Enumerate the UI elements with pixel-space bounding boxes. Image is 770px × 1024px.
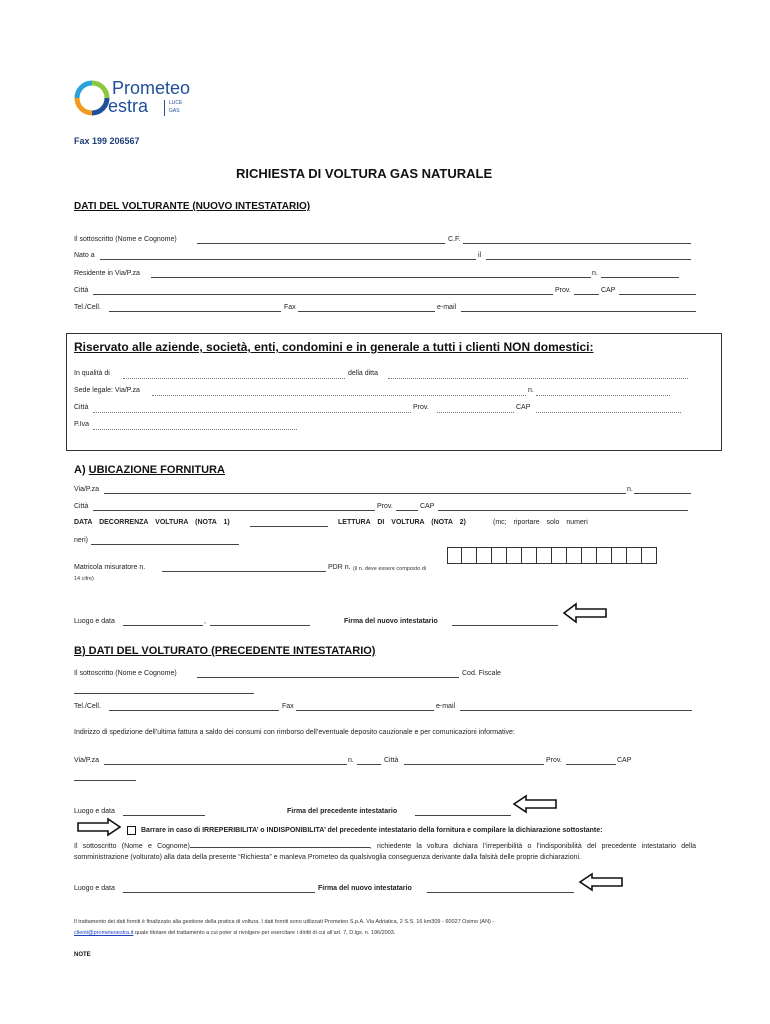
field-b-prov[interactable]: [566, 764, 616, 765]
field-piva[interactable]: [93, 429, 297, 430]
section-a-prefix: A): [74, 464, 89, 476]
label-b-fax: Fax: [282, 703, 294, 710]
label-b-citta: Città: [384, 757, 399, 764]
field-firma-prec[interactable]: [415, 815, 511, 816]
field-a-luogo[interactable]: [123, 625, 203, 626]
pdr-cell[interactable]: [507, 547, 522, 564]
field-a-cap[interactable]: [438, 510, 688, 511]
privacy-email-link[interactable]: clienti@prometeoestra.it: [74, 930, 134, 936]
privacy-line-1: Il trattamento dei dati forniti è finalizzato alla gestione della pratica di voltura. I dati forniti sono utilizzati Prometeo S.p.A. Via Adriatica, 2 S.S. 16 km309 - 60027 Osimo (AN) -: [74, 919, 495, 925]
label-b-cap: CAP: [617, 757, 632, 764]
pdr-note: (il n. deve essere composto di: [353, 566, 427, 572]
label-il: il: [478, 252, 482, 259]
label-decorrenza: DATA DECORRENZA VOLTURA (NOTA 1): [74, 519, 230, 526]
label-b-n: n.: [348, 757, 354, 764]
label-b-cf: Cod. Fiscale: [462, 670, 501, 677]
field-lettura[interactable]: [91, 544, 239, 545]
label-b-email: e-mail: [436, 703, 456, 710]
label-residente: Residente in Via/P.za: [74, 270, 140, 277]
field-qualita[interactable]: [123, 378, 345, 379]
field-a-firma[interactable]: [452, 625, 558, 626]
irreperibilita-checkbox[interactable]: [127, 826, 136, 835]
field-a-data[interactable]: [210, 625, 310, 626]
field-dich-nome[interactable]: [190, 840, 370, 848]
pdr-cell[interactable]: [597, 547, 612, 564]
label-b-tel: Tel./Cell.: [74, 703, 101, 710]
label-mc: (mc; riportare solo numeri: [493, 519, 588, 526]
logo-divider: [164, 100, 165, 116]
pdr-cells[interactable]: [447, 547, 657, 564]
field-sede-civico[interactable]: [536, 395, 670, 396]
field-b-civico[interactable]: [357, 764, 381, 765]
pdr-cell[interactable]: [567, 547, 582, 564]
label-indirizzo: Indirizzo di spedizione dell’ultima fattura a saldo dei consumi con rimborso dell’eventuale deposito cauzionale e per comunicazioni informative:: [74, 729, 515, 736]
arrow-left-icon: [562, 602, 608, 624]
field-matricola[interactable]: [162, 571, 326, 572]
field-b-via[interactable]: [104, 764, 347, 765]
label-sottoscritto: Il sottoscritto (Nome e Cognome): [74, 236, 177, 243]
field-firma-nuovo[interactable]: [427, 892, 574, 893]
pdr-cell[interactable]: [627, 547, 642, 564]
field-data-nascita[interactable]: [486, 259, 691, 260]
label-pdr: PDR n.: [328, 564, 351, 571]
label-email: e-mail: [437, 304, 457, 311]
label-b-luogo: Luogo e data: [74, 808, 115, 815]
field-b-cap[interactable]: [74, 780, 136, 781]
logo-brand-bottom: estra: [108, 96, 149, 116]
field-b-tel[interactable]: [109, 710, 279, 711]
pdr-cell[interactable]: [552, 547, 567, 564]
volturante-heading: DATI DEL VOLTURANTE (NUOVO INTESTATARIO): [74, 201, 311, 212]
label-lettura: LETTURA DI VOLTURA (NOTA 2): [338, 519, 466, 526]
label-sede: Sede legale: Via/P.za: [74, 387, 140, 394]
label-b-prov: Prov.: [546, 757, 562, 764]
arrow-left-icon: [512, 794, 558, 814]
privacy-line-2: [74, 930, 395, 936]
label-prov: Prov.: [555, 287, 571, 294]
field-sede-cap[interactable]: [536, 412, 681, 413]
field-sede-citta[interactable]: [93, 412, 411, 413]
field-cf[interactable]: [463, 243, 691, 244]
label-a-firma: Firma del nuovo intestatario: [344, 618, 438, 625]
label-neri: neri): [74, 537, 89, 544]
pdr-cell[interactable]: [447, 547, 462, 564]
field-b-citta[interactable]: [404, 764, 544, 765]
label-a-luogo: Luogo e data: [74, 618, 115, 625]
label-firma-prec: Firma del precedente intestatario: [287, 808, 398, 815]
field-decorrenza[interactable]: [250, 526, 328, 527]
field-sede-prov[interactable]: [437, 412, 514, 413]
field-b-fax[interactable]: [296, 710, 434, 711]
field-a-prov[interactable]: [396, 510, 418, 511]
field-sede[interactable]: [152, 395, 526, 396]
label-qualita: In qualità di: [74, 370, 110, 377]
pdr-cell[interactable]: [537, 547, 552, 564]
label-matricola: Matricola misuratore n.: [74, 564, 146, 571]
section-a-title: UBICAZIONE FORNITURA: [88, 464, 225, 476]
field-luogo-2[interactable]: [123, 892, 315, 893]
privacy-line-2-text: quale titolare del trattamento a cui poter si rivolgere per esercitare i diritti di cui all’art. 7, D.lgs. n. 196/2003.: [133, 930, 396, 936]
pdr-cell[interactable]: [522, 547, 537, 564]
label-tel: Tel./Cell.: [74, 304, 101, 311]
logo-brand-top: Prometeo: [112, 78, 191, 98]
dich-part-2: , richiedente la voltura dichiara l’irreperibilità o l’indisponibilità del precedente intestatario della somministrazione (volturato) alla data della presente “Richiesta” e manleva Prometeo da qualsivoglia conseguenza derivante dalla falsità delle proprie dichiarazioni.: [74, 843, 697, 861]
section-b-heading: B) DATI DEL VOLTURATO (PRECEDENTE INTESTATARIO): [74, 645, 376, 657]
field-nome-cognome[interactable]: [197, 243, 445, 244]
fax-number: Fax 199 206567: [74, 136, 140, 146]
section-a-heading: [74, 464, 225, 476]
field-b-email[interactable]: [460, 710, 692, 711]
riservato-heading: Riservato alle aziende, società, enti, condomini e in generale a tutti i clienti NON domestici:: [74, 340, 594, 354]
field-b-luogo[interactable]: [123, 815, 205, 816]
label-a-n: n.: [627, 486, 633, 493]
label-b-sottoscritto: Il sottoscritto (Nome e Cognome): [74, 670, 177, 677]
dichiarazione-text: [74, 840, 696, 863]
label-sede-citta: Città: [74, 404, 89, 411]
label-sede-n: n.: [528, 387, 534, 394]
pdr-cell[interactable]: [612, 547, 627, 564]
label-a-via: Via/P.za: [74, 486, 100, 493]
label-citta: Città: [74, 287, 89, 294]
label-ditta: della ditta: [348, 370, 378, 377]
field-a-citta[interactable]: [93, 510, 375, 511]
logo-ring-icon: [74, 80, 110, 116]
label-a-citta: Città: [74, 503, 89, 510]
page-title: RICHIESTA DI VOLTURA GAS NATURALE: [236, 166, 493, 181]
field-b-cf[interactable]: [74, 693, 254, 694]
label-nato: Nato a: [74, 252, 95, 259]
pdr-cell[interactable]: [492, 547, 507, 564]
field-tel[interactable]: [109, 311, 281, 312]
pdr-cell[interactable]: [642, 547, 657, 564]
label-cap: CAP: [601, 287, 616, 294]
pdr-cell[interactable]: [582, 547, 597, 564]
arrow-right-icon: [76, 817, 122, 837]
label-piva: P.Iva: [74, 421, 90, 428]
label-fax: Fax: [284, 304, 296, 311]
label-sede-prov: Prov.: [413, 404, 429, 411]
label-b-via: Via/P.za: [74, 757, 100, 764]
label-cf: C.F.: [448, 236, 461, 243]
dich-part-1: Il sottoscritto (Nome e Cognome): [74, 843, 190, 850]
label-firma-nuovo: Firma del nuovo intestatario: [318, 885, 412, 892]
field-fax[interactable]: [298, 311, 435, 312]
field-a-civico[interactable]: [634, 493, 691, 494]
field-b-nome[interactable]: [197, 677, 459, 678]
label-n: n.: [592, 270, 598, 277]
label-sede-cap: CAP: [516, 404, 531, 411]
label-a-prov: Prov.: [377, 503, 393, 510]
field-ditta[interactable]: [388, 378, 688, 379]
label-a-cap: CAP: [420, 503, 435, 510]
note-label: NOTE: [74, 952, 91, 958]
luogo-comma: ,: [204, 618, 206, 625]
field-cap[interactable]: [619, 294, 696, 295]
label-luogo-2: Luogo e data: [74, 885, 115, 892]
field-residente[interactable]: [151, 277, 591, 278]
pdr-cell[interactable]: [477, 547, 492, 564]
pdr-cell[interactable]: [462, 547, 477, 564]
logo-sub-gas: GAS: [169, 108, 180, 114]
field-nato[interactable]: [100, 259, 476, 260]
field-civico[interactable]: [601, 277, 679, 278]
field-citta[interactable]: [93, 294, 553, 295]
company-logo: [74, 78, 214, 118]
arrow-left-icon: [578, 872, 624, 892]
logo-sub-luce: LUCE: [169, 100, 183, 106]
label-barrare: Barrare in caso di IRREPERIBILITA’ o INDISPONIBILITA’ del precedente intestatario della fornitura e compilare la dichiarazione sottostante:: [141, 827, 603, 834]
field-a-via[interactable]: [104, 493, 626, 494]
field-prov[interactable]: [574, 294, 599, 295]
pdr-note-2: 14 cifre): [74, 576, 94, 582]
field-email[interactable]: [461, 311, 696, 312]
